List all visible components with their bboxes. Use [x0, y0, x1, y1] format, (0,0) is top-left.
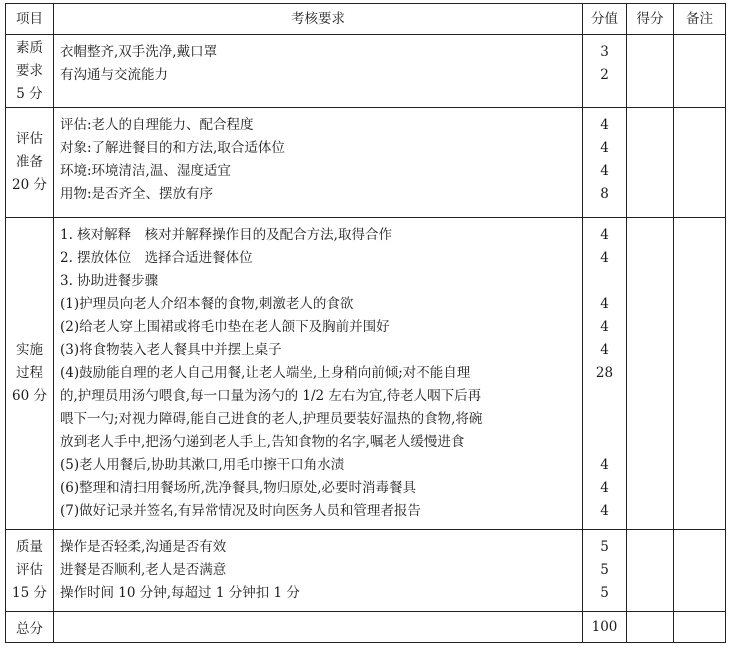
points-value: 4 [600, 163, 609, 179]
points-value [583, 408, 626, 431]
category-cell [6, 108, 54, 218]
total-remark-cell[interactable] [674, 612, 726, 643]
score-cell[interactable] [627, 35, 674, 108]
total-score-cell[interactable] [627, 612, 674, 643]
points-value: 4 [600, 140, 609, 156]
points-value: 3 [600, 44, 609, 60]
requirement-line: 喂下一勺;对视力障碍,能自己进食的老人,护理员要装好温热的食物,将碗 [60, 411, 483, 427]
requirement-line: (5)老人用餐后,协助其漱口,用毛巾擦干口角水渍 [60, 457, 345, 473]
remark-cell[interactable] [674, 108, 726, 218]
points-value: 4 [600, 250, 609, 266]
category-line: 15 分 [12, 585, 47, 601]
header-requirements: 考核要求 [54, 4, 583, 35]
points-cell [583, 108, 627, 218]
points-value: 4 [600, 480, 609, 496]
points-value: 8 [600, 186, 609, 202]
requirement-line: (1)护理员向老人介绍本餐的食物,刺激老人的食欲 [60, 296, 354, 312]
section-row-assessment [6, 108, 726, 218]
points-value: 4 [600, 227, 609, 243]
points-cell [583, 218, 627, 530]
points-value: 4 [600, 117, 609, 133]
points-value: 5 [600, 539, 609, 555]
category-line: 质量 [16, 539, 43, 555]
points-value [583, 431, 626, 454]
category-line: 评估 [16, 562, 43, 578]
requirement-line: (7)做好记录并签名,有异常情况及时向医务人员和管理者报告 [60, 503, 421, 519]
remark-cell[interactable] [674, 35, 726, 108]
header-item: 项目 [6, 4, 54, 35]
requirement-line: 2. 摆放体位 选择合适进餐体位 [60, 250, 253, 266]
category-line: 准备 [16, 154, 43, 170]
category-line: 5 分 [16, 85, 43, 102]
header-points: 分值 [583, 4, 627, 35]
total-label: 总分 [6, 612, 54, 643]
requirement-line: 用物:是否齐全、摆放有序 [60, 186, 214, 202]
requirement-line: (3)将食物装入老人餐具中并摆上桌子 [60, 342, 282, 358]
remark-cell[interactable] [674, 218, 726, 530]
category-line: 评估 [16, 131, 43, 147]
requirement-line: 对象:了解进餐目的和方法,取合适体位 [60, 140, 285, 156]
category-cell [6, 530, 54, 612]
points-cell [583, 35, 627, 108]
category-line: 20 分 [12, 177, 47, 193]
requirement-line: (2)给老人穿上围裙或将毛巾垫在老人颌下及胸前并围好 [60, 319, 390, 335]
requirement-line: 操作时间 10 分钟,每超过 1 分钟扣 1 分 [60, 585, 300, 601]
points-value: 4 [600, 319, 609, 335]
category-line: 素质 [16, 39, 43, 56]
requirement-line: 放到老人手中,把汤勺递到老人手上,告知食物的名字,嘱老人缓慢进食 [60, 434, 465, 450]
total-points: 100 [583, 612, 627, 643]
category-line: 60 分 [12, 388, 47, 404]
score-cell[interactable] [627, 108, 674, 218]
category-line: 过程 [16, 365, 43, 381]
requirement-line: 3. 协助进餐步骤 [60, 273, 159, 289]
category-line: 要求 [16, 62, 43, 79]
requirements-cell [54, 35, 583, 108]
points-cell [583, 530, 627, 612]
requirements-cell [54, 218, 583, 530]
section-row-implementation [6, 218, 726, 530]
points-value: 4 [600, 457, 609, 473]
category-cell [6, 35, 54, 108]
points-value [583, 385, 626, 408]
requirement-line: 有沟通与交流能力 [60, 67, 168, 83]
points-value: 5 [600, 562, 609, 578]
header-row [6, 4, 726, 35]
points-value: 4 [600, 296, 609, 312]
score-cell[interactable] [627, 530, 674, 612]
points-value: 5 [600, 585, 609, 601]
total-empty-cell [54, 612, 583, 643]
points-value: 4 [600, 503, 609, 519]
requirement-line: 操作是否轻柔,沟通是否有效 [60, 539, 227, 555]
points-value [583, 270, 626, 293]
category-cell [6, 218, 54, 530]
requirement-line: 评估:老人的自理能力、配合程度 [60, 117, 254, 133]
points-value: 4 [600, 342, 609, 358]
assessment-table [5, 3, 726, 643]
requirement-line: (6)整理和清扫用餐场所,洗净餐具,物归原处,必要时消毒餐具 [60, 480, 416, 496]
points-value: 28 [595, 365, 614, 381]
total-row [6, 612, 726, 643]
requirement-line: 环境:环境清洁,温、湿度适宜 [60, 163, 231, 179]
section-row-quality [6, 35, 726, 108]
requirements-cell [54, 530, 583, 612]
requirements-cell [54, 108, 583, 218]
requirement-line: 1. 核对解释 核对并解释操作目的及配合方法,取得合作 [60, 227, 392, 243]
requirement-line: 进餐是否顺利,老人是否满意 [60, 562, 227, 578]
requirement-line: 衣帽整齐,双手洗净,戴口罩 [60, 44, 218, 60]
section-row-quality-evaluation [6, 530, 726, 612]
header-remark: 备注 [674, 4, 726, 35]
points-value: 2 [600, 67, 609, 83]
remark-cell[interactable] [674, 530, 726, 612]
requirement-line: (4)鼓励能自理的老人自己用餐,让老人端坐,上身稍向前倾;对不能自理 [60, 365, 471, 381]
header-score: 得分 [627, 4, 674, 35]
category-line: 实施 [16, 342, 43, 358]
requirement-line: 的,护理员用汤勺喂食,每一口量为汤勺的 1/2 左右为宜,待老人咽下后再 [60, 388, 482, 404]
score-cell[interactable] [627, 218, 674, 530]
